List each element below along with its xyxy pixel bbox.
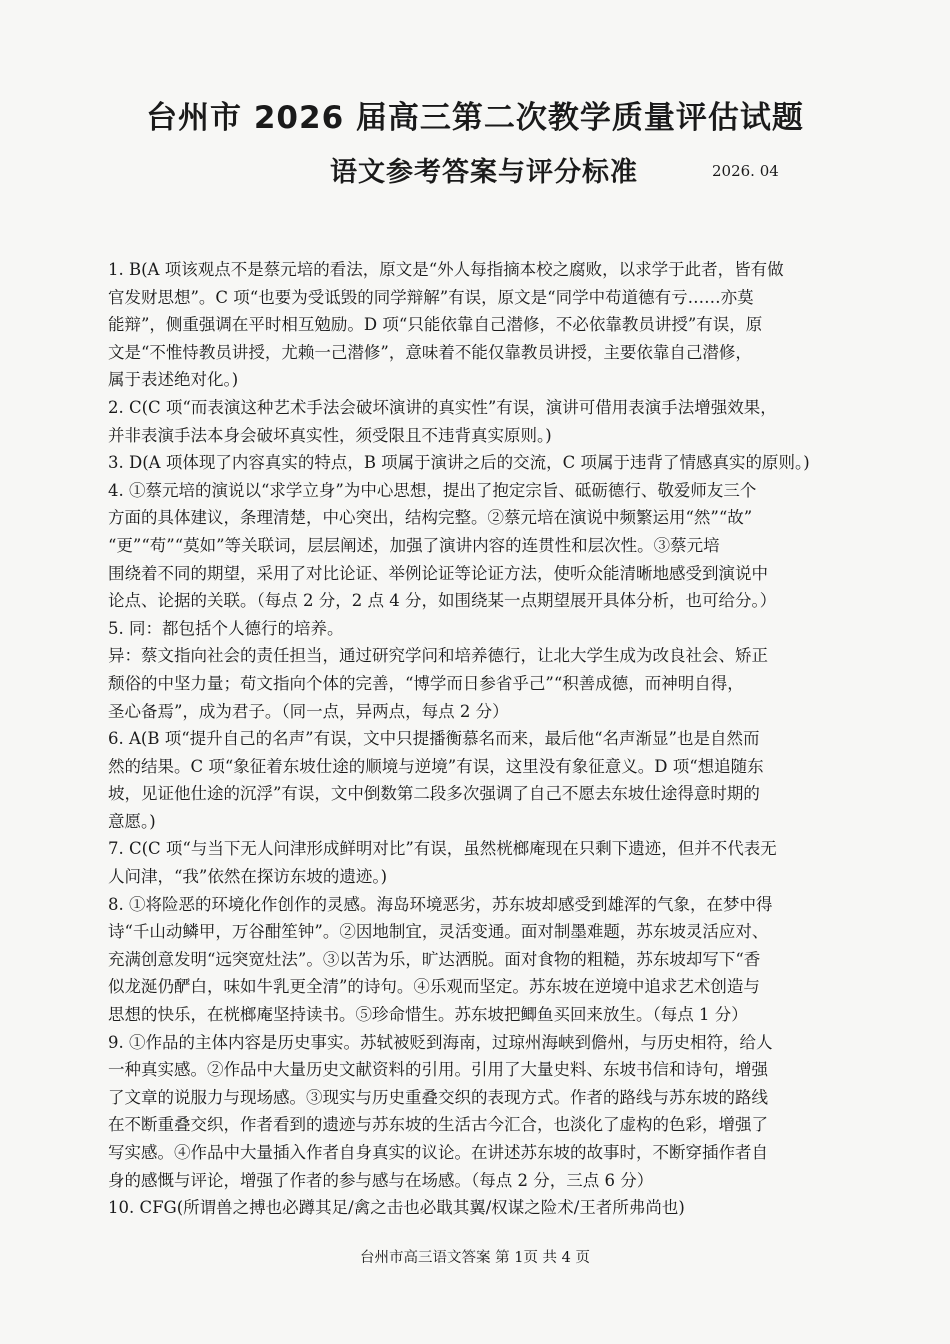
answer-line: 7. C(C 项“与当下无人问津形成鲜明对比”有误，虽然桄榔庵现在只剩下遗迹，但并不代表无: [108, 839, 777, 859]
answer-line: “更”“苟”“莫如”等关联词，层层阐述，加强了演讲内容的连贯性和层次性。③蔡元培: [108, 535, 720, 555]
answer-line: 能辩”，侧重强调在平时相互勉励。D 项“只能依靠自己潜修，不必依靠教员讲授”有误，原: [108, 315, 763, 335]
answer-line: 9. ①作品的主体内容是历史事实。苏轼被贬到海南，过琼州海峡到儋州，与历史相符，给人: [108, 1032, 773, 1052]
answer-line: 思想的快乐，在桄榔庵坚持读书。⑤珍命惜生。苏东坡把鲫鱼买回来放生。（每点 1 分）: [108, 1005, 748, 1025]
answer-line: 8. ①将险恶的环境化作创作的灵感。海岛环境恶劣，苏东坡却感受到雄浑的气象，在梦中得: [108, 894, 773, 914]
answer-line: 方面的具体建议，条理清楚，中心突出，结构完整。②蔡元培在演说中频繁运用“然”“故”: [108, 508, 753, 528]
answer-line: 在不断重叠交织，作者看到的遗迹与苏东坡的生活古今汇合，也淡化了虚构的色彩，增强了: [108, 1115, 768, 1135]
answer-line: 诗“千山动鳞甲，万谷酣笙钟”。②因地制宜，灵活变通。面对制墨难题，苏东坡灵活应对、: [108, 922, 769, 942]
answer-line: 官发财思想”。C 项“也要为受诋毁的同学辩解”有误，原文是“同学中苟道德有亏……亦莫: [108, 287, 754, 307]
answer-line: 人问津，“我”依然在探访东坡的遗迹。): [108, 867, 388, 887]
answer-line: 圣心备焉”，成为君子。（同一点，异两点，每点 2 分）: [108, 701, 509, 721]
answer-line: 了文章的说服力与现场感。③现实与历史重叠交织的表现方式。作者的路线与苏东坡的路线: [108, 1087, 768, 1107]
answer-line: 意愿。): [108, 811, 156, 831]
answer-line: 身的感慨与评论，增强了作者的参与感与在场感。（每点 2 分，三点 6 分）: [108, 1170, 654, 1190]
answer-line: 一种真实感。②作品中大量历史文献资料的引用。引用了大量史料、东坡书信和诗句，增强: [108, 1060, 768, 1080]
document-subtitle: 语文参考答案与评分标准: [330, 157, 638, 188]
answer-line: 2. C(C 项“而表演这种艺术手法会破坏演讲的真实性”有误，演讲可借用表演手法增强效果，: [108, 397, 777, 417]
subtitle-row: [0, 150, 950, 190]
page-footer: 台州市高三语文答案 第 1页 共 4 页: [360, 1250, 590, 1266]
answer-line: 颓俗的中坚力量；荀文指向个体的完善，“博学而日参省乎己”“积善成德，而神明自得，: [108, 673, 744, 693]
answer-body: [108, 256, 862, 1222]
answer-line: 属于表述绝对化。): [108, 370, 239, 390]
answer-line: 并非表演手法本身会破坏真实性，须受限且不违背真实原则。): [108, 425, 552, 445]
answer-line: 然的结果。C 项“象征着东坡仕途的顺境与逆境”有误，这里没有象征意义。D 项“想追随东: [108, 756, 764, 776]
answer-line: 充满创意发明“远突宽灶法”。③以苦为乐，旷达洒脱。面对食物的粗糙，苏东坡却写下“香: [108, 949, 761, 969]
answer-line: 坡，见证他仕途的沉浮”有误，文中倒数第二段多次强调了自己不愿去东坡仕途得意时期的: [108, 784, 760, 804]
answer-line: 异：蔡文指向社会的责任担当，通过研究学问和培养德行，让北大学生成为改良社会、矫正: [108, 646, 768, 666]
answer-line: 写实感。④作品中大量插入作者自身真实的议论。在讲述苏东坡的故事时，不断穿插作者自: [108, 1143, 768, 1162]
answer-line: 似龙涎仍酽白，味如牛乳更全清”的诗句。④乐观而坚定。苏东坡在逆境中追求艺术创造与: [108, 977, 760, 997]
document-date: 2026. 04: [712, 162, 779, 180]
document-title: 台州市 2026 届高三第二次教学质量评估试题: [146, 100, 804, 136]
answer-line: 5. 同：都包括个人德行的培养。: [108, 618, 344, 638]
answer-line: 文是“不惟恃教员讲授，尤赖一己潜修”，意味着不能仅靠教员讲授，主要依靠自己潜修，: [108, 342, 752, 362]
answer-line: 6. A(B 项“提升自己的名声”有误，文中只提播衡慕名而来，最后他“名声渐显”也是自然而: [108, 729, 760, 749]
answer-line: 3. D(A 项体现了内容真实的特点，B 项属于演讲之后的交流，C 项属于违背了情感真实的原则。): [108, 453, 810, 473]
answer-line: 4. ①蔡元培的演说以“求学立身”为中心思想，提出了抱定宗旨、砥砺德行、敬爱师友三个: [108, 480, 757, 500]
answer-line: 围绕着不同的期望，采用了对比论证、举例论证等论证方法，使听众能清晰地感受到演说中: [108, 563, 768, 583]
answer-line: 10. CFG(所谓兽之搏也必蹲其足/禽之击也必戢其翼/权谋之险术/王者所弗尚也): [108, 1198, 685, 1218]
answer-line: 1. B(A 项该观点不是蔡元培的看法，原文是“外人每指摘本校之腐败，以求学于此者，皆有做: [108, 260, 784, 279]
answer-line: 论点、论据的关联。（每点 2 分，2 点 4 分，如围绕某一点期望展开具体分析，也可给分。）: [108, 591, 777, 611]
